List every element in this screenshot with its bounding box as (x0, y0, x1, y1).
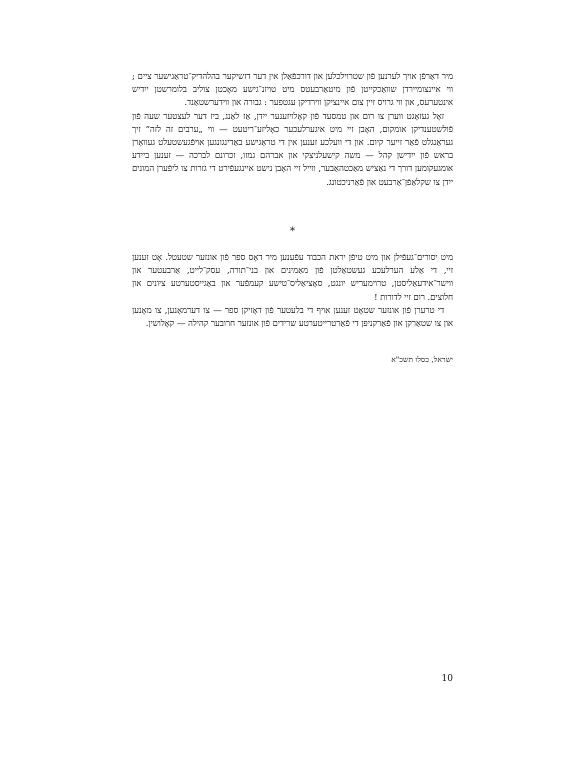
page-number: 10 (441, 674, 453, 684)
section-separator: * (290, 226, 295, 237)
paragraph: מיר דאַרפֿן אויך לערנען פֿון שטרוילכלען און דורכפֿאַלן אין דער דזשיקער בהלהדיק־טראַגישער ציים ; ווי איינצומיירדן שוואַכקייטן פֿון מיטאַרבעטס מיט טויזנ־גישע מאָכטן צוליב בלומרשטן ייִדיש אינטערעס, און ווי גרויס זיין צום איינציקן ווירדיקן עגטפער : גבורה און ווידערשטאַנד. (132, 72, 453, 109)
section-2-text (132, 252, 453, 331)
paragraph: מיט יסורים־געפֿילן און מיט טיפֿן יראת הכבוד עפֿענען מיר דאָס ספר פֿון אונזער שטעטל. אָט זענען זיי, די אַלע הערלעכע געשטאַלטן פֿון מאַמינים און בני־תורה, עסק־לייט, אַרבעטער און ווישר־אידעאַליסטן, טרוימעריש יונגט, סאָציאַליס־טישע קעמפֿער און באַגייסטערטע ציונים און חלוצים. רום זיי לדורות ! (132, 253, 453, 303)
signature-place-date: ישראל, כסלו תשכ"א (391, 355, 453, 364)
paragraph: זאָל געזאָגט ווערן צו רום און טמסעד פֿון קאָלויזענער ייִדן, אַז לאַנג, ביז דער לעצטער שעה פֿון פֿולשטענדיקן אומקום, האָבן זיי מיט איגערלעכער כאָליזע־ריטעט — ווי „ערבים זה לזה” זיך געראַנגלט פֿאַר זייער קיום. און די וועלכע זענען אין די טראַגישע באַדינגונגען אויפֿגעשטעלט געוואָרן בראש פֿון ייִדישן קהל — משה קישעלניצקי און אברהם גמזו, זכרונם לברכה — זענען ביידע אומגעקומען דורך די נאַציש מאַכטהאַבער, ווייל זיי האָבן נישט איינגעפֿירט די גזרות צו ליפֿערן המונים ייִדן צו שקלאַפֿן־אַרבעט און פֿאַרניכטונג. (132, 111, 453, 188)
paragraph: די טרערן פֿון אונזער שטאָט זענען אויף די בלעטער פֿון דאָזיקן ספר — צו דערמאָנען, צו מאָנען און צו שטאַרקן און פֿאַרקניפּן די פֿאַרטרייטערטע שרידים פֿון אונזער חרובער קהילה — קאָלושין. (132, 305, 453, 330)
section-1-text (132, 71, 453, 190)
